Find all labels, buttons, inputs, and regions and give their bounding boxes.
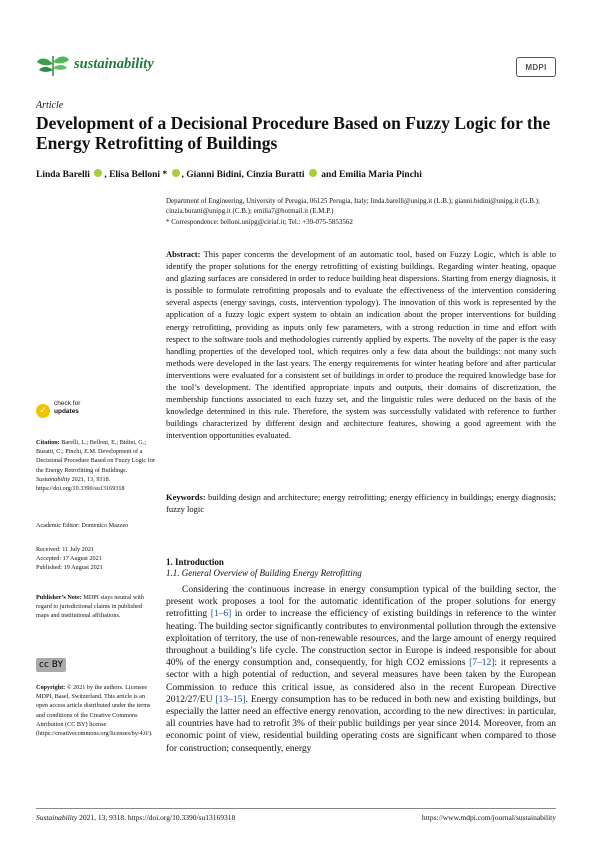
body-text: . Energy consumption has to be reduced in both new and existing buildings, but especially the latter need an effective energy renovation, according to the new directives: in particular, all countries have had to retrofit 3% of their public buildings per year since 2014. Moreover, from an economic point of view, residential building operating costs are significant when compared to those for construction; consequently, energy [166,694,556,754]
publisher-note-label: Publisher’s Note: [36,594,82,601]
check-updates-icon: ✓ [36,404,50,418]
orcid-icon[interactable] [309,169,317,177]
keywords-label: Keywords: [166,492,206,502]
abstract [166,248,556,442]
author-list: Linda Barelli , Elisa Belloni * , Gianni Bidini, Cinzia Buratti and Emilia Maria Pinchi [36,170,422,180]
author-name[interactable]: Emilia Maria Pinchi [338,170,422,180]
body-text: in order to increase the efficiency of existing buildings in reference to the winter heating. The building sector significantly contributes to environmental pollution through the extensive exploitation of territory, the use of non-renewable resources, and the large amount of energy required throughout a building’s life cycle. The construction sector in Europe is indeed responsible for about 40% of the energy consumption and, consequently, for high CO2 emissions [166,609,557,669]
affiliation: Department of Engineering, University of Perugia, 06125 Perugia, Italy; linda.barelli@unipg.it (L.B.); gianni.bidini@unipg.it (G.B.); cinzia.buratti@unipg.it (C.B.); emilia7@hotmail.it (E.M.P.) [166,197,540,216]
received-date: Received: 11 July 2021 [36,546,95,553]
copyright-label: Copyright: [36,684,66,691]
abstract-text: This paper concerns the development of an automatic tool, based on Fuzzy Logic, which is able to identify the proper solutions for the energy retrofitting of existing buildings. Regarding winter heating, opaque and glazing surfaces are considered in order to reduce building heat dispersions. Starting from energy diagnosis, it is possible to formulate retrofitting proposals and to evaluate the effectiveness of the intervention considering several aspects (energy savings, costs, intervention typology). The innovation of this work is represented by the application of a fuzzy logic expert system to obtain an indication about the proper interventions for building energy retrofitting, providing as inputs only few parameters, with a strong reduction in time and effort with respect to the software tools and methodologies currently applied by experts. The novelty of the paper is the easy handling properties of the developed tool, which requires only a few data about the buildings: not many such methods were developed in the last years. The energy requirements for winter heating before and after particular interventions were evaluated for a consistent set of buildings in order to produce the required knowledge base for the tool’s development. The identified appropriate inputs and outputs, their domains of discretization, the membership functions associated to each fuzzy set, and the linguistic rules were deduced on the basis of the knowledge determined in this rule. Therefore, the system was successfully validated with reference to further buildings characterized by different design and architecture features, showing a good agreement with the intervention opportunities evaluated. [166,249,556,441]
citation-text: Barelli, L.; Belloni, E.; Bidini, G.; Buratti, C.; Pinchi, E.M. Development of a Decisional Procedure Based on Fuzzy Logic for the Energy Retrofitting of Buildings. [36,439,155,474]
author-name[interactable]: Cinzia Buratti [246,170,305,180]
citation-label: Citation: [36,439,60,446]
author-name[interactable]: Linda Barelli [36,170,90,180]
check-updates-line2: updates [54,408,79,415]
published-date: Published: 19 August 2021 [36,564,103,572]
subsection-heading: 1.1. General Overview of Building Energy Retrofitting [166,568,362,578]
citation-link[interactable]: [13–15] [215,694,246,705]
keywords-text: building design and architecture; energy retrofitting; energy efficiency in buildings; energy diagnosis; fuzzy logic [166,492,556,514]
correspondence: * Correspondence: belloni.unipg@ciriaf.it; Tel.: +39-075-5853562 [166,217,353,226]
citation-link[interactable]: [7–12] [469,658,495,669]
academic-editor: Academic Editor: Domenico Mazzeo [36,522,129,529]
copyright-text: © 2021 by the authors. Licensee MDPI, Basel, Switzerland. This article is an open access article distributed under the terms and conditions of the Creative Commons Attribution (CC BY) license (https://creativecommons.org/licenses/by/4.0/). [36,684,153,738]
dates-block [36,545,156,573]
check-updates-line1: check for [54,400,81,407]
journal-name: sustainability [74,56,154,72]
accepted-date: Accepted: 17 August 2021 [36,555,102,563]
author-name[interactable]: Elisa Belloni * [109,170,168,180]
article-title: Development of a Decisional Procedure Based on Fuzzy Logic for the Energy Retrofitting of Buildings [36,113,551,153]
citation-journal: Sustainability [36,475,71,483]
body-text: Considering the continuous increase in energy consumption typical of the building sector, the present work proposes a tool for the automatic identification of the proper solutions for energy retrofitting [166,585,556,620]
body-text: : it represents a sector with a high potential of reduction, and several measures have been taken by the European Commission to reduce this critical issue, as considered also in the recent European Directive 2012/27/EU [166,658,556,705]
footer-doi[interactable]: 2021, 13, 9318. https://doi.org/10.3390/su13169318 [79,813,236,822]
orcid-icon[interactable] [94,169,102,177]
body-paragraph [166,584,556,755]
publisher-note [36,593,156,621]
cc-license-icon[interactable]: cc BY [36,658,66,672]
citation-link[interactable]: [1–6] [210,609,232,620]
copyright-block [36,683,156,738]
citation-block [36,438,156,493]
check-for-updates-button[interactable] [36,400,81,418]
citation-doi[interactable]: 2021, 13, 9318. https://doi.org/10.3390/su13169318 [36,475,125,493]
journal-logo-icon [36,52,70,83]
author-name[interactable]: Gianni Bidini [186,170,242,180]
publisher-logo: MDPI [516,57,556,77]
keywords [166,491,556,515]
publisher-note-text: MDPI stays neutral with regard to jurisdictional claims in published maps and institutional affiliations. [36,594,144,620]
affiliation-block [166,196,556,227]
orcid-icon[interactable] [172,169,180,177]
article-type: Article [36,100,64,111]
footer-citation [36,813,235,822]
footer-journal-url[interactable]: https://www.mdpi.com/journal/sustainability [421,813,556,822]
footer-rule [36,808,556,809]
section-heading: 1. Introduction [166,557,224,567]
abstract-label: Abstract: [166,249,201,259]
footer-journal: Sustainability [36,813,78,822]
